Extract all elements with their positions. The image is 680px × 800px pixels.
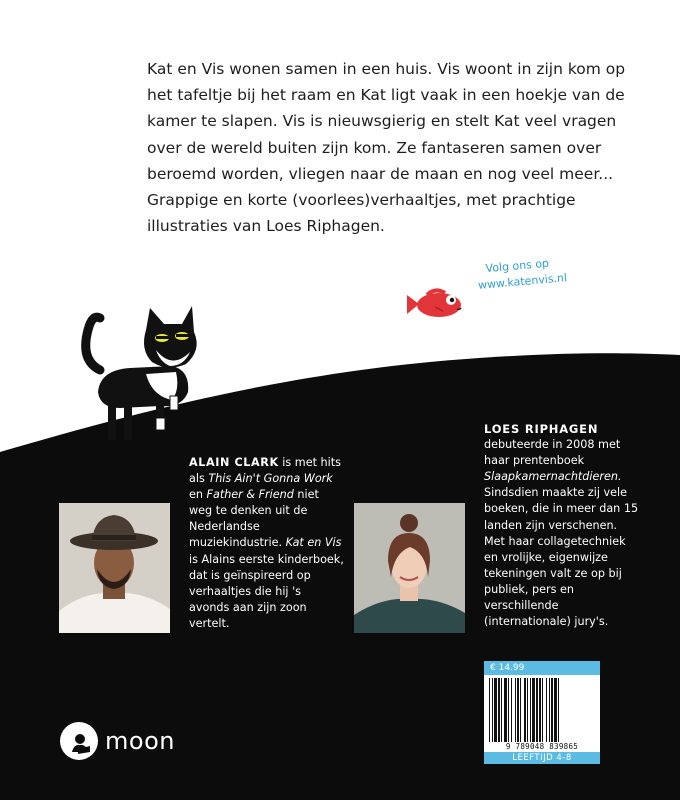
isbn-digits: 9 789048 839865	[505, 742, 579, 751]
bio-text: Sindsdien maakte zij vele boeken, die in meer dan 15 landen zijn verschenen. Met haar collagetechniek en vrolijke, eigenwijze tekeningen valt ze op bij publiek, pers en verschillende (internationale) jury's.	[484, 486, 639, 629]
barcode-sticker	[484, 661, 600, 764]
publisher-logo	[60, 722, 190, 762]
song-title: This Ain't Gonna Work	[208, 472, 333, 486]
loes-riphagen-bio	[484, 421, 640, 630]
bio-text: debuteerde in 2008 met haar prentenboek	[484, 438, 621, 468]
barcode-bars	[487, 678, 597, 742]
follow-label: Volg ons op	[485, 256, 550, 276]
bio-text: is Alains eerste kinderboek, dat is geïnspireerd op verhaaltjes die hij 's avonds aan zijn zoon vertelt.	[189, 552, 344, 630]
blurb-paragraph-1: Kat en Vis wonen samen in een huis. Vis woont in zijn kom op het tafeltje bij het raam en Kat ligt vaak in een hoekje van de kamer te slapen. Vis is nieuwsgierig en stelt Kat veel vragen over de wereld buiten zijn kom. Ze fantaseren samen over beroemd worden, vliegen naar de maan en nog veel meer...	[147, 60, 626, 183]
book-title: Slaapkamernachtdieren.	[484, 470, 622, 484]
loes-riphagen-name: LOES RIPHAGEN	[484, 422, 599, 436]
age-label: LEEFTIJD 4-8	[484, 752, 600, 764]
bio-text: en	[189, 488, 207, 502]
publisher-name: moon	[105, 727, 175, 755]
book-title: Kat en Vis	[285, 536, 342, 550]
alain-clark-photo	[59, 503, 170, 633]
bio-text: is met hits als	[189, 456, 341, 486]
alain-clark-name: ALAIN CLARK	[189, 456, 279, 469]
song-title: Father & Friend	[206, 488, 294, 502]
bio-text: niet weg te denken uit de Nederlandse muziekindustrie.	[189, 488, 319, 550]
price-label: € 14.99	[484, 661, 600, 675]
cat-illustration	[60, 300, 240, 455]
alain-clark-bio	[189, 455, 344, 632]
blurb-paragraph-2: Grappige en korte (voorlees)verhaaltjes, met prachtige illustraties van Loes Riphagen.	[147, 191, 576, 236]
moon-logo-icon	[60, 722, 98, 760]
loes-riphagen-photo	[354, 503, 465, 633]
website-url: www.katenvis.nl	[477, 271, 568, 292]
